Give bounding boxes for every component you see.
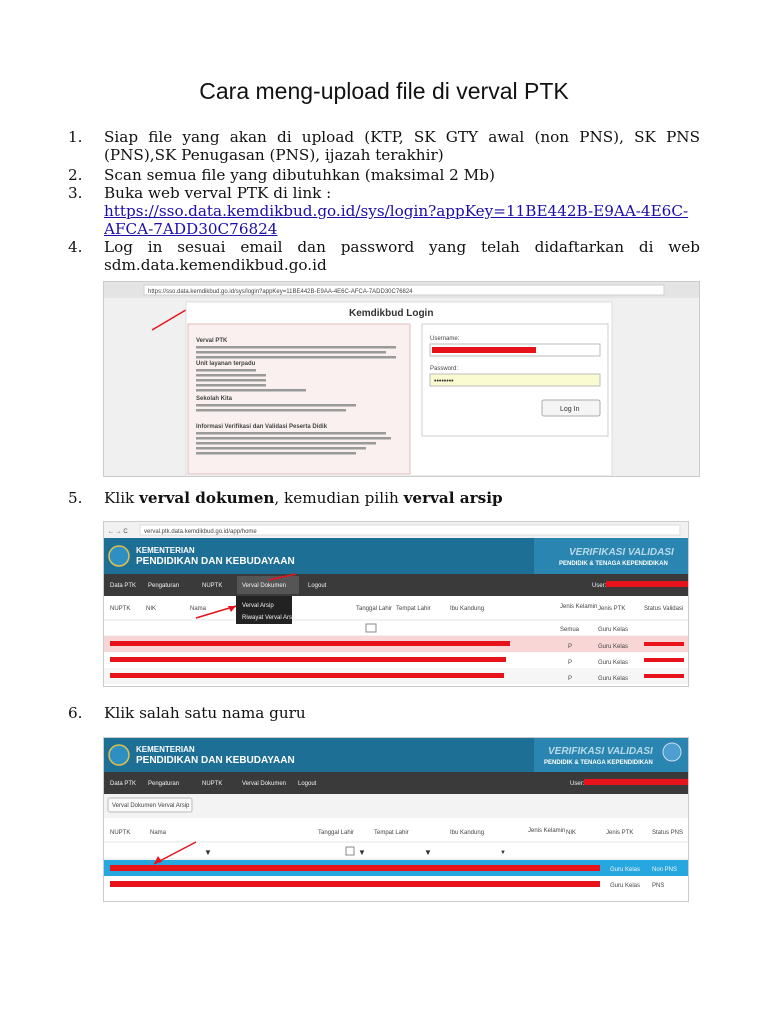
step-text: Klik: [104, 489, 140, 507]
col-nama: Nama: [190, 606, 207, 612]
verval-login-link[interactable]: https://sso.data.kemdikbud.go.id/sys/login?appKey=11BE442B-E9AA-4E6C-AFCA-7ADD30C76824: [104, 202, 689, 238]
info-title: Verval PTK: [196, 338, 228, 344]
menu-riwayat-verval-arsip[interactable]: Riwayat Verval Arsip: [242, 615, 297, 621]
filter-gender[interactable]: Semua: [560, 627, 580, 633]
col-tempat-lahir: Tempat Lahir: [396, 606, 431, 612]
step-5: [68, 489, 700, 507]
filter-icon[interactable]: ▼: [358, 848, 366, 857]
redaction-bar: [110, 865, 600, 871]
row-ptk: Guru Kelas: [598, 644, 629, 650]
redaction-bar: [110, 673, 504, 678]
col-nuptk: NUPTK: [110, 606, 131, 612]
step-text: Buka web verval PTK di link :: [104, 184, 332, 202]
calendar-filter-icon[interactable]: [366, 624, 376, 632]
col-tempat-lahir: Tempat Lahir: [374, 830, 409, 836]
banner-subtitle: PENDIDIK & TENAGA KEPENDIDIKAN: [559, 561, 668, 567]
step-text-domain: sdm.data.kemendikbud.go.id: [104, 256, 327, 274]
contact-title: Unit layanan terpadu: [196, 361, 256, 367]
row-ptk: Guru Kelas: [610, 867, 641, 873]
step-number: 4.: [68, 238, 83, 256]
step-text: Scan semua file yang dibutuhkan (maksimal 2 Mb): [104, 166, 495, 184]
user-label: User:: [592, 583, 607, 589]
redaction-bar: [606, 581, 689, 587]
header-line1: KEMENTERIAN: [136, 745, 195, 754]
nav-verval-dokumen[interactable]: Verval Dokumen: [242, 583, 287, 589]
step-bold-verval-arsip: verval arsip: [403, 489, 503, 507]
sekolah-title: Sekolah Kita: [196, 396, 233, 402]
col-jenis-ptk: Jenis PTK: [606, 830, 634, 836]
nav-verval-dokumen[interactable]: Verval Dokumen: [242, 781, 287, 787]
redaction-bar: [110, 657, 506, 662]
menu-verval-arsip[interactable]: Verval Arsip: [242, 603, 274, 609]
password-value: ••••••••: [434, 378, 454, 385]
browser-nav-icons: ← → C: [108, 529, 128, 535]
tut-wuri-logo-icon: [109, 546, 129, 566]
step-number: 6.: [68, 704, 83, 722]
row-status: Non PNS: [652, 867, 678, 873]
step-1: [68, 128, 700, 164]
filter-ptk[interactable]: Guru Kelas: [598, 627, 629, 633]
row-gender: P: [568, 644, 573, 650]
step-text: Klik salah satu nama guru: [104, 704, 306, 722]
redaction-bar: [644, 674, 684, 678]
redaction-bar: [110, 641, 510, 646]
step-text: Log in sesuai email dan password yang telah didaftarkan di web: [104, 238, 700, 256]
password-input[interactable]: [430, 374, 600, 386]
row-ptk: Guru Kelas: [598, 660, 629, 666]
nav-data-ptk[interactable]: Data PTK: [110, 583, 137, 589]
row-status: PNS: [652, 883, 665, 889]
verval-arsip-screenshot: [103, 737, 689, 902]
redaction-bar: [584, 779, 689, 785]
header-line2: PENDIDIKAN DAN KEBUDAYAAN: [136, 556, 295, 567]
col-jenis-kelamin: Jenis Kelamin: [528, 828, 566, 834]
verif-title: Informasi Verifikasi dan Validasi Peserta Didik: [196, 424, 328, 430]
col-ibu-kandung: Ibu Kandung: [450, 830, 485, 836]
globe-icon: [663, 743, 681, 761]
nav-logout[interactable]: Logout: [298, 781, 317, 787]
redaction-bar: [644, 642, 684, 646]
nav-pengaturan[interactable]: Pengaturan: [148, 583, 180, 589]
browser-url: https://sso.data.kemdikbud.go.id/sys/login?appKey=11BE442B-E9AA-4E6C-AFCA-7ADD30C76824: [148, 289, 413, 295]
step-4: [68, 238, 700, 274]
step-3: [68, 184, 700, 238]
header-line2: PENDIDIKAN DAN KEBUDAYAAN: [136, 755, 295, 766]
dropdown-icon[interactable]: ▼: [500, 850, 506, 856]
action-button-label: Verval Dokumen Verval Arsip: [112, 803, 190, 809]
row-gender: P: [568, 660, 573, 666]
col-ibu-kandung: Ibu Kandung: [450, 606, 485, 612]
username-label: Username:: [430, 336, 460, 342]
verval-dokumen-screenshot: [103, 521, 689, 687]
filter-icon[interactable]: ▼: [204, 848, 212, 857]
step-bold-verval-dokumen: verval dokumen: [139, 489, 275, 507]
row-ptk: Guru Kelas: [598, 676, 629, 682]
step-number: 2.: [68, 166, 83, 184]
redaction-bar: [644, 658, 684, 662]
step-text: , kemudian pilih: [274, 489, 404, 507]
login-title: Kemdikbud Login: [349, 308, 434, 319]
col-nik: NIK: [146, 606, 157, 612]
calendar-filter-icon[interactable]: [346, 847, 354, 855]
col-tanggal-lahir: Tanggal Lahir: [318, 830, 355, 836]
nav-logout[interactable]: Logout: [308, 583, 327, 589]
login-button-label: Log In: [560, 406, 580, 413]
step-number: 3.: [68, 184, 83, 202]
col-status-validasi: Status Validasi: [644, 606, 684, 612]
nav-data-ptk[interactable]: Data PTK: [110, 781, 137, 787]
step-2: [68, 166, 700, 184]
banner-subtitle: PENDIDIK & TENAGA KEPENDIDIKAN: [544, 760, 653, 766]
row-gender: P: [568, 676, 573, 682]
col-jenis-kelamin: Jenis Kelamin: [560, 604, 598, 610]
col-status-pns: Status PNS: [652, 830, 684, 836]
user-label: User:: [570, 781, 585, 787]
login-screenshot: [103, 281, 700, 477]
col-jenis-ptk: Jenis PTK: [598, 606, 626, 612]
banner-title: VERIFIKASI VALIDASI: [548, 746, 653, 757]
row-ptk: Guru Kelas: [610, 883, 641, 889]
nav-pengaturan[interactable]: Pengaturan: [148, 781, 180, 787]
document-title: Cara meng-upload file di verval PTK: [199, 78, 569, 104]
redaction-bar: [110, 881, 600, 887]
password-label: Password:: [430, 366, 459, 372]
col-nama: Nama: [150, 830, 167, 836]
banner-title: VERIFIKASI VALIDASI: [569, 547, 674, 558]
browser-url: verval.ptk.data.kemdikbud.go.id/app/home: [144, 529, 257, 535]
header-line1: KEMENTERIAN: [136, 546, 195, 555]
nav-nuptk[interactable]: NUPTK: [202, 781, 223, 787]
step-6: [68, 704, 700, 722]
tut-wuri-logo-icon: [109, 745, 129, 765]
filter-icon[interactable]: ▼: [424, 848, 432, 857]
col-tanggal-lahir: Tanggal Lahir: [356, 606, 393, 612]
step-number: 5.: [68, 489, 83, 507]
step-text: Siap file yang akan di upload (KTP, SK GTY awal (non PNS), SK PNS (PNS),SK Penugasan (PNS), ijazah terakhir): [104, 128, 700, 164]
redaction-bar: [432, 347, 536, 353]
col-nik: NIK: [566, 830, 577, 836]
step-number: 1.: [68, 128, 83, 146]
nav-nuptk[interactable]: NUPTK: [202, 583, 223, 589]
col-nuptk: NUPTK: [110, 830, 131, 836]
